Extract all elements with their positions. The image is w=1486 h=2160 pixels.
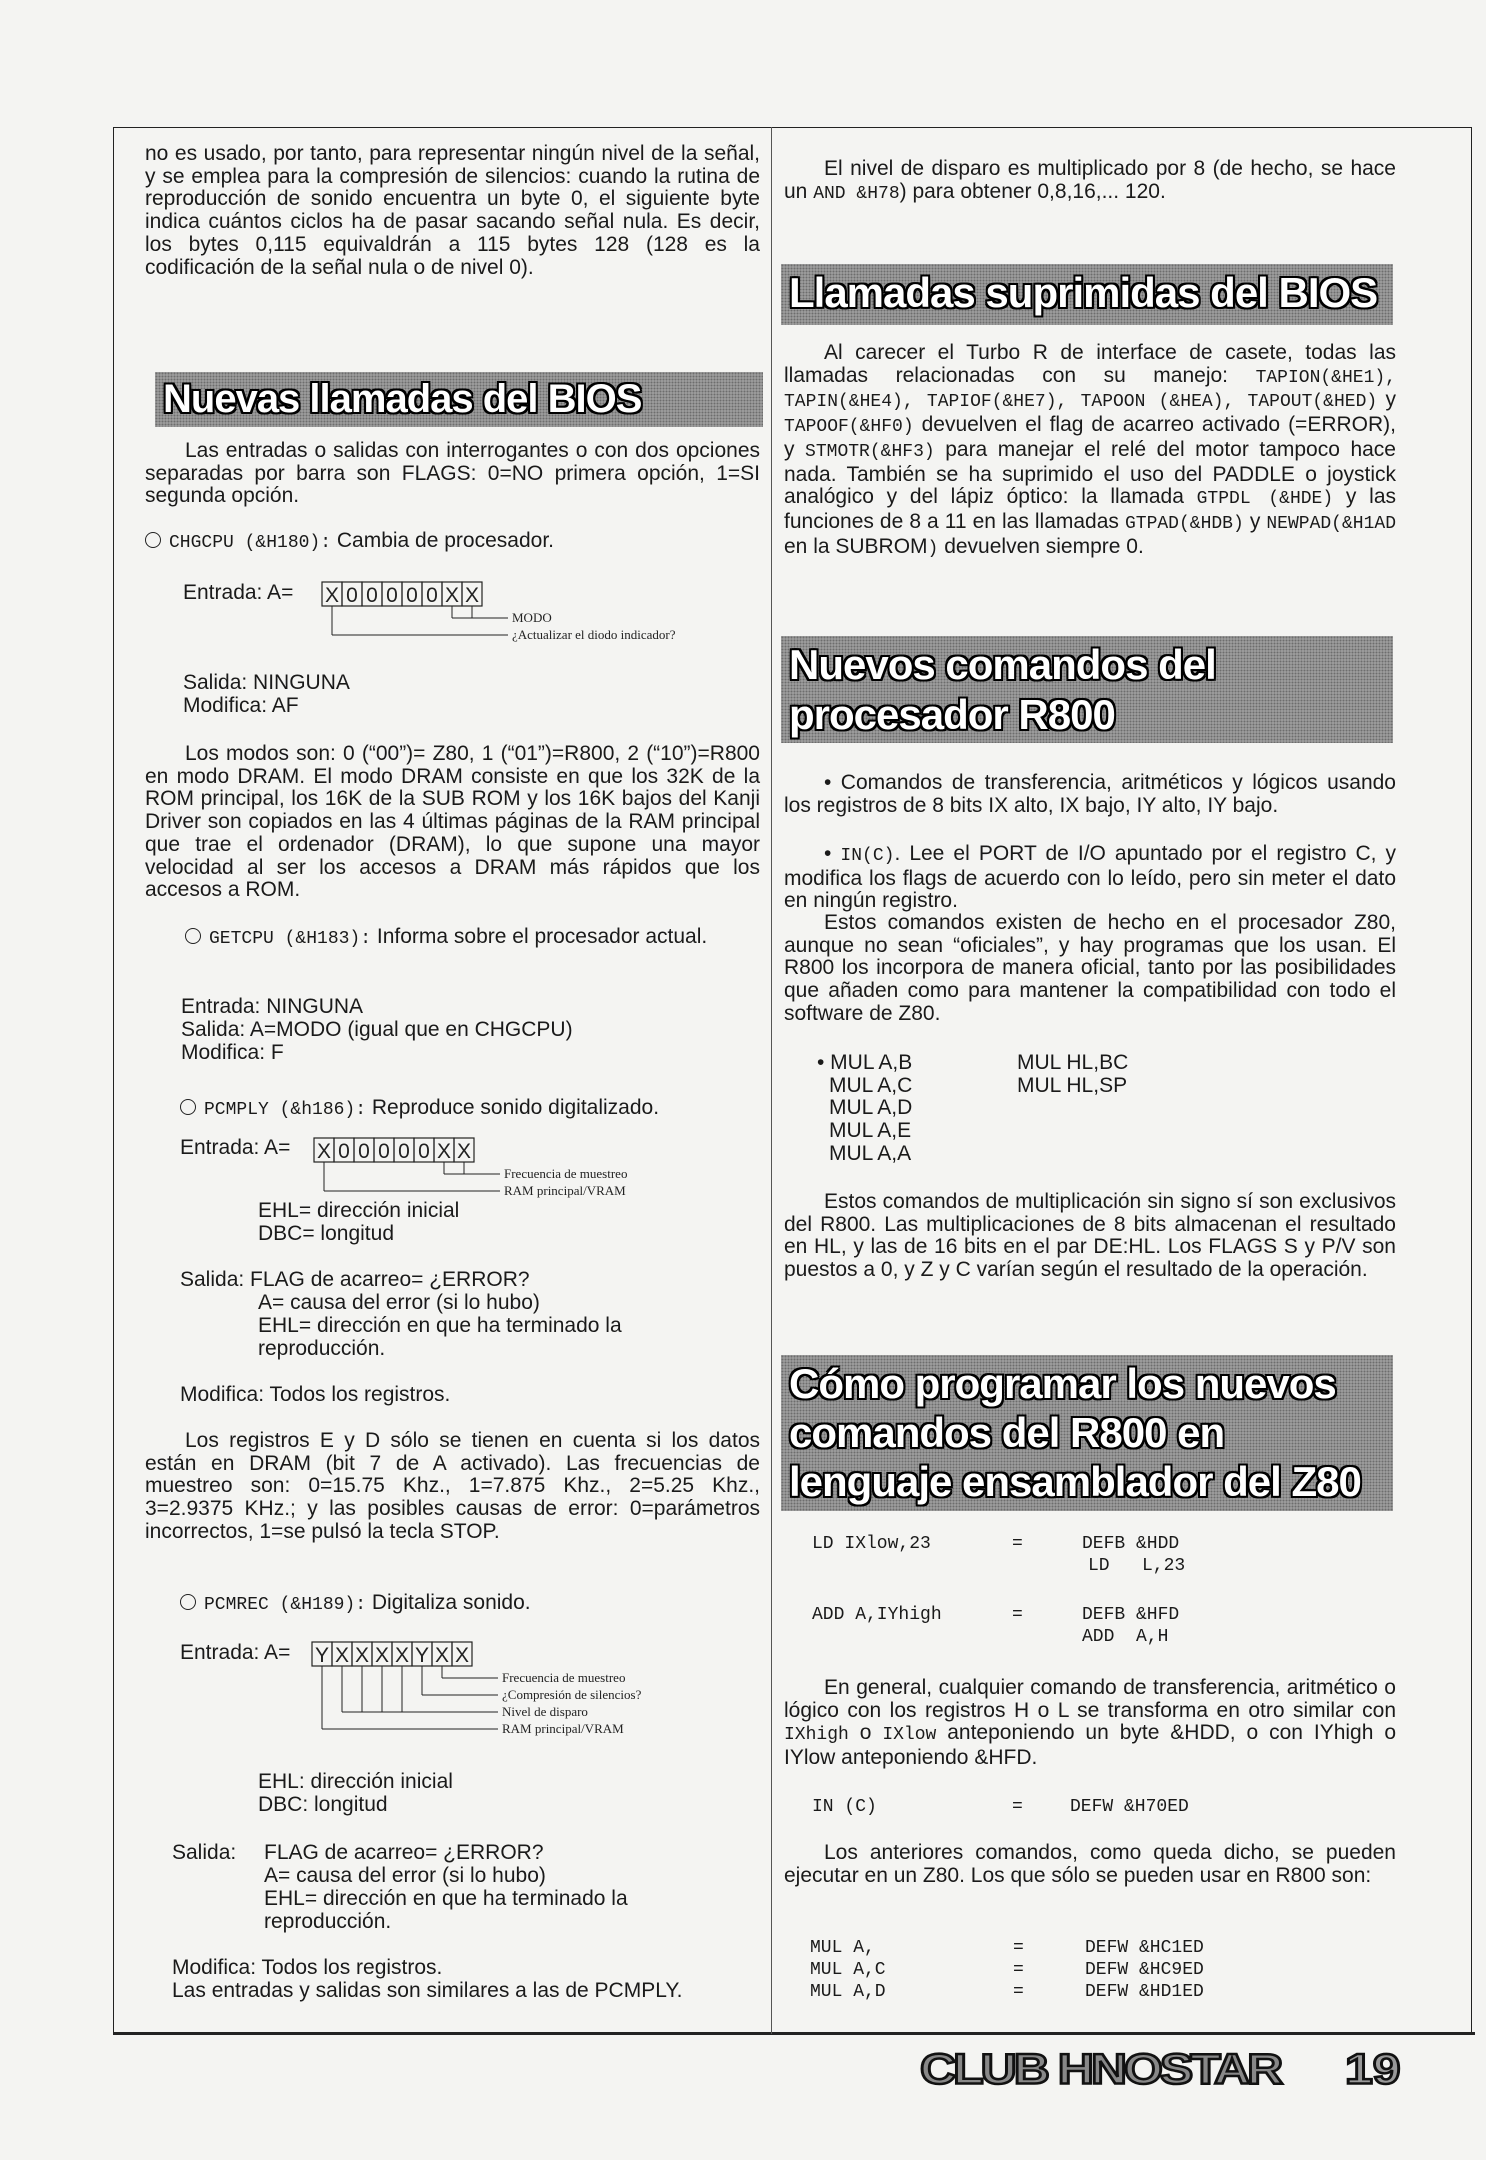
bit-value: 0 [418,1140,430,1163]
bit-value: X [456,1140,472,1163]
asm-table-1: LD IXlow,23 = DEFB &HDD LD L,23 ADD A,IYhigh = DEFB &HFD ADD A,H [812,1534,1186,1647]
pcmrec-salida-a: A= causa del error (si lo hubo) [264,1864,546,1887]
pcmply-dbc: DBC= longitud [258,1222,394,1245]
chgcpu-code: CHGCPU (&H180): [169,533,332,553]
bit-value: X [316,1140,332,1163]
bit-value: Y [314,1644,330,1667]
existen-paragraph: Estos comandos existen de hecho en el procesador Z80, aunque no sean “oficiales”, y hay programas que los usan. El R800 los incorpora de manera oficial, tanto por las posibilidades que añaden como para mantener la compatibilidad con todo el software de Z80. [784,911,1396,1025]
bit-value: X [454,1644,470,1667]
anteriores-paragraph: Los anteriores comandos, como queda dicho, se pueden ejecutar en un Z80. Los que sólo se pueden usar en R800 son: [784,1841,1396,1887]
mul-item: MUL A,C [829,1073,913,1097]
bullet-circle-icon [145,532,161,548]
pcmply-entrada: Entrada: A= [180,1136,291,1159]
pcmrec-ehl: EHL: dirección inicial [258,1770,453,1793]
mul-item: MUL HL,BC [1017,1051,1129,1074]
chgcpu-salida: Salida: NINGUNA [183,671,350,694]
chgcpu-desc: Cambia de procesador. [331,529,554,552]
pcmrec-title [180,1592,531,1617]
chgcpu-modifica: Modifica: AF [183,694,299,717]
bit-value: X [444,584,460,607]
pcmrec-code: PCMREC (&H189): [204,1595,367,1615]
page-number: 19 [1345,2045,1401,2093]
heading-llamadas-suprimidas: Llamadas suprimidas del BIOS [781,264,1393,325]
club-hnostar-logo: CLUB HNOSTAR [920,2045,1281,2093]
bit-label: RAM principal/VRAM [502,1721,624,1736]
getcpu-modifica: Modifica: F [181,1041,284,1064]
pcmply-salida: Salida: FLAG de acarreo= ¿ERROR? [180,1268,530,1291]
frame-bottom-rule [113,2032,1475,2035]
bit-value: 0 [346,584,358,607]
pcmply-salida-ehl: EHL= dirección en que ha terminado la reproducción. [258,1314,622,1360]
bit-label: RAM principal/VRAM [504,1183,626,1198]
bit-label: Nivel de disparo [502,1704,588,1719]
pcmrec-salida-flag: FLAG de acarreo= ¿ERROR? [264,1841,544,1864]
pcmply-bit-diagram [312,1134,752,1204]
pcmply-salida-a: A= causa del error (si lo hubo) [258,1291,540,1314]
pcmrec-entrada: Entrada: A= [180,1641,291,1664]
pcmply-desc: Reproduce sonido digitalizado. [366,1096,660,1119]
pcmrec-desc: Digitaliza sonido. [366,1591,531,1614]
bullet-circle-icon [185,928,201,944]
bit-value: 0 [426,584,438,607]
getcpu-title [145,926,760,951]
mul-item: MUL HL,SP [1017,1073,1128,1097]
mul-item: MUL A,D [829,1096,913,1120]
mul-item: • MUL A,B [817,1051,913,1074]
carecer-paragraph: Al carecer el Turbo R de interface de casete, todas las llamadas relacionadas con su manejo: TAPION(&HE1), TAPIN(&HE4), TAPIOF(&HE7), TAPOON (&HEA), TAPOUT(&HED) y TAPOOF(&HF0) devuelven el flag de acarreo activado (=ERROR), y STMOTR(&HF3) para manejar el relé del motor tampoco hace nada. También se ha suprimido el uso del PADDLE o joystick analógico y del lápiz óptico: la llamada GTPDL (&HDE) y las funciones de 8 a 11 en las llamadas GTPAD(&HDB) y NEWPAD(&H1AD en la SUBROM) devuelven siempre 0. [784,341,1397,559]
modos-paragraph: Los modos son: 0 (“00”)= Z80, 1 (“01”)=R800, 2 (“10”)=R800 en modo DRAM. El modo DRAM consiste en que los 32K de la ROM principal, los 16K de la SUB ROM y los 16K bajos del Kanji Driver son copiados en las 4 últimas páginas de la RAM principal que trae el ordenador (DRAM), lo que supone una mayor velocidad al ser los accesos a DRAM más rápidos que los accesos a ROM. [145,742,760,902]
pcmply-code: PCMPLY (&h186): [204,1100,367,1120]
pcmrec-dbc: DBC: longitud [258,1793,388,1816]
bit-value: 0 [338,1140,350,1163]
general-paragraph: En general, cualquier comando de transferencia, aritmético o lógico con los registros H o L se transforma en otro similar con IXhigh o IXlow anteponiendo un byte &HDD, o con IYhigh o IYlow anteponiendo &HFD. [784,1676,1396,1770]
bit-label: Frecuencia de muestreo [504,1166,628,1181]
bit-value: 0 [378,1140,390,1163]
bit-value: 0 [386,584,398,607]
pcmrec-bit-diagram [310,1638,730,1748]
bit-value: Y [414,1644,430,1667]
bit-value: X [464,584,480,607]
heading-nuevos-comandos: Nuevos comandos del procesador R800 [781,636,1393,743]
getcpu-entrada: Entrada: NINGUNA [181,995,364,1018]
pcmrec-salida-label: Salida: [172,1841,237,1864]
pcmply-modifica: Modifica: Todos los registros. [180,1383,451,1406]
bullet-circle-icon [180,1099,196,1115]
bit-value: 0 [398,1140,410,1163]
getcpu-desc: Informa sobre el procesador actual. [371,925,708,948]
flags-paragraph: Las entradas o salidas con interrogantes o con dos opciones separadas por barra son FLAGS: 0=NO primera opción, 1=SI segunda opción. [145,439,760,508]
bit-value: X [334,1644,350,1667]
chgcpu-entrada: Entrada: A= [183,581,294,604]
nivel-paragraph: El nivel de disparo es multiplicado por 8 (de hecho, se hace un AND &H78) para obtener 0,8,16,... 120. [784,157,1396,204]
bit-value: 0 [366,584,378,607]
bullet-transfer-paragraph: • Comandos de transferencia, aritméticos y lógicos usando los registros de 8 bits IX alto, IX bajo, IY alto, IY bajo. [784,771,1396,817]
bit-label: MODO [512,610,552,625]
column-divider [771,127,772,2034]
pcmply-ehl: EHL= dirección inicial [258,1199,460,1222]
asm-table-2: IN (C) = DEFW &H70ED [812,1797,1189,1817]
getcpu-code: GETCPU (&H183): [209,929,372,949]
mul-list-16bit [1017,1052,1128,1097]
registros-paragraph: Los registros E y D sólo se tienen en cuenta si los datos están en DRAM (bit 7 de A activado). Las frecuencias de muestreo son: 0=15.75 Khz., 1=7.875 Khz., 2=5.25 Khz., 3=2.9375 KHz.; y las posibles causas de error: 0=parámetros incorrectos, 1=se pulsó la tecla STOP. [145,1429,760,1543]
heading-nuevas-llamadas: Nuevas llamadas del BIOS [155,372,763,427]
bullet-circle-icon [180,1594,196,1610]
bit-value: X [324,584,340,607]
inc-paragraph: • IN(C). Lee el PORT de I/O apuntado por el registro C, y modifica los flags de acuerdo con lo leído, pero sin meter el dato en ningún registro. [784,842,1397,913]
pcmrec-modifica: Modifica: Todos los registros. [172,1956,443,1979]
bit-value: X [374,1644,390,1667]
getcpu-salida: Salida: A=MODO (igual que en CHGCPU) [181,1018,573,1041]
bit-value: 0 [406,584,418,607]
chgcpu-title [145,530,760,555]
mul-list-8bit [817,1052,912,1166]
intro-paragraph: no es usado, por tanto, para representar ningún nivel de la señal, y se emplea para la compresión de silencios: cuando la rutina de reproducción de sonido encuentra un byte 0, el siguiente byte indica cuántos ciclos ha de pasar sacando señal nula. Es decir, los bytes 0,115 equivaldrán a 115 bytes 128 (128 es la codificación de la señal nula o de nivel 0). [145,142,760,279]
bit-value: 0 [358,1140,370,1163]
bit-value: X [436,1140,452,1163]
pcmrec-salida-ehl: EHL= dirección en que ha terminado la reproducción. [264,1887,628,1933]
pcmply-title [180,1097,795,1122]
bit-label: ¿Actualizar el diodo indicador? [512,627,676,642]
mul-item: MUL A,E [829,1119,912,1143]
asm-table-3: MUL A, = DEFW &HC1ED MUL A,C = DEFW &HC9ED MUL A,D = DEFW &HD1ED [810,1938,1204,2002]
mult-paragraph: Estos comandos de multiplicación sin signo sí son exclusivos del R800. Las multiplicaciones de 8 bits almacenan el resultado en HL, y las de 16 bits en el par DE:HL. Los FLAGS S y P/V son puestos a 0, y Z y C varían según el resultado de la operación. [784,1190,1396,1282]
bit-label: Frecuencia de muestreo [502,1670,626,1685]
chgcpu-bit-diagram [320,578,720,658]
bit-label: ¿Compresión de silencios? [502,1687,642,1702]
bit-value: X [394,1644,410,1667]
bit-value: X [354,1644,370,1667]
bit-value: X [434,1644,450,1667]
mul-item: MUL A,A [829,1141,912,1165]
pcmrec-similar: Las entradas y salidas son similares a las de PCMPLY. [172,1979,683,2002]
heading-como-programar: Cómo programar los nuevos comandos del R800 en lenguaje ensamblador del Z80 [781,1355,1393,1511]
